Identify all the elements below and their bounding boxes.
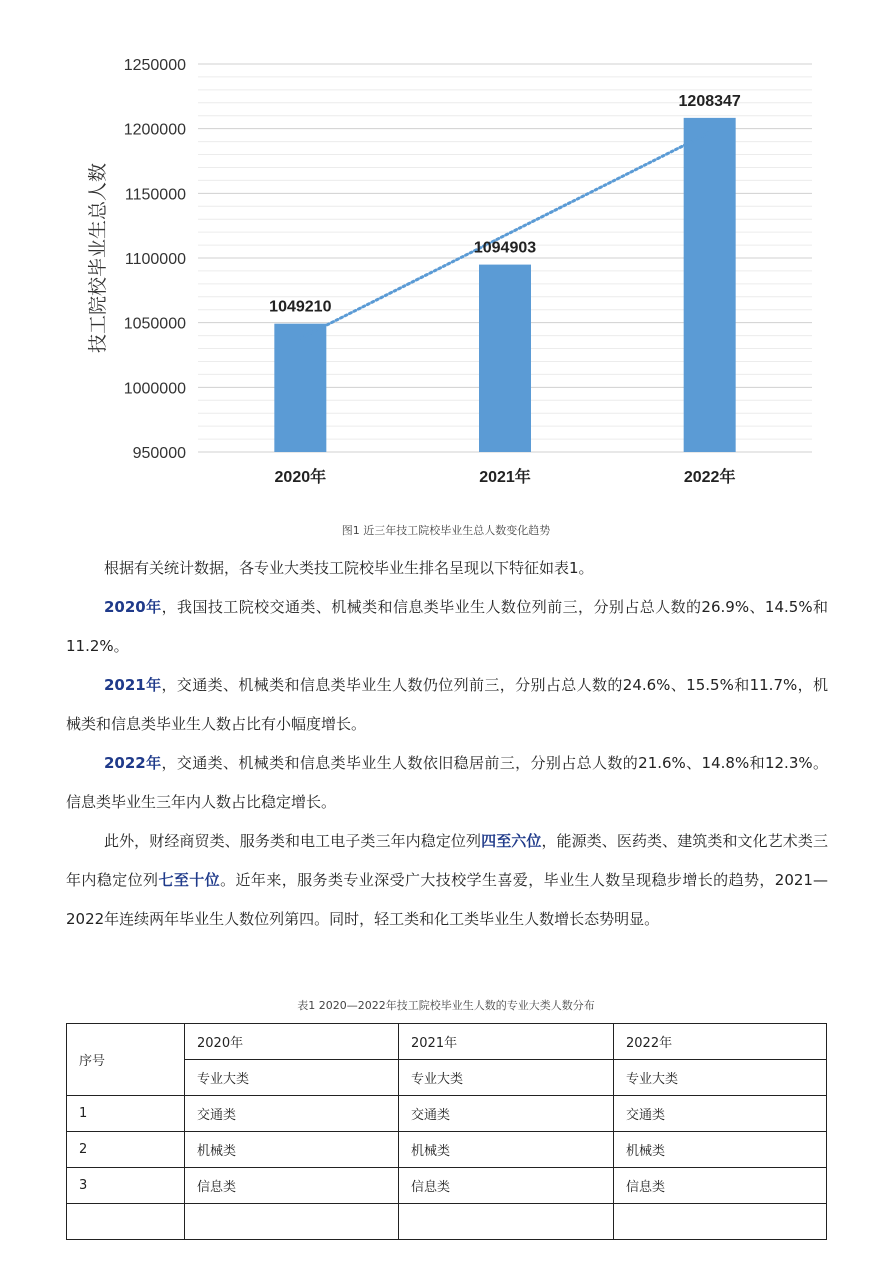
row-no: 2 bbox=[67, 1132, 185, 1168]
subheader-cell: 专业大类 bbox=[399, 1060, 614, 1096]
bar-data-label: 1094903 bbox=[473, 239, 537, 257]
table-cell-empty bbox=[614, 1204, 827, 1240]
bar-data-label: 1049210 bbox=[269, 298, 332, 316]
header-year-2020: 2020年 bbox=[185, 1024, 399, 1060]
y-tick-label: 1150000 bbox=[124, 186, 186, 204]
intro-text: 根据有关统计数据，各专业大类技工院校毕业生排名呈现以下特征如表1。 bbox=[104, 559, 594, 577]
year-2020-highlight: 2020年 bbox=[104, 598, 162, 616]
bar bbox=[479, 265, 531, 452]
paragraph-2020-text: ，我国技工院校交通类、机械类和信息类毕业生人数位列前三，分别占总人数的26.9%、14.5%和11.2%。 bbox=[66, 598, 829, 655]
rank-7-10-highlight: 七至十位 bbox=[158, 871, 221, 889]
extra-text-c: 。近年来，服务类专业深受广大技校学生喜爱，毕业生人数呈现稳步增长的趋势，2021—2022年连续两年毕业生人数位列第四。同时，轻工类和化工类毕业生人数增长态势明显。 bbox=[66, 871, 828, 928]
y-axis-ticks bbox=[124, 57, 186, 462]
table-cell: 信息类 bbox=[185, 1168, 399, 1204]
table-cell: 信息类 bbox=[614, 1168, 827, 1204]
paragraph-2022 bbox=[66, 744, 828, 822]
table-cell: 信息类 bbox=[399, 1168, 614, 1204]
subheader-cell: 专业大类 bbox=[614, 1060, 827, 1096]
y-tick-label: 1000000 bbox=[123, 380, 186, 398]
major-distribution-table bbox=[66, 1023, 827, 1240]
table-cell: 交通类 bbox=[614, 1096, 827, 1132]
paragraph-2020 bbox=[66, 588, 828, 666]
paragraph-2021 bbox=[66, 666, 828, 744]
paragraph-intro bbox=[66, 549, 828, 588]
table-header-row bbox=[67, 1024, 827, 1060]
table-caption: 表1 2020—2022年技工院校毕业生人数的专业大类人数分布 bbox=[297, 999, 595, 1012]
y-tick-label: 1250000 bbox=[123, 57, 186, 74]
table-cell-empty bbox=[399, 1204, 614, 1240]
paragraph-2022-text: ，交通类、机械类和信息类毕业生人数依旧稳居前三，分别占总人数的21.6%、14.8%和12.3%。信息类毕业生三年内人数占比稳定增长。 bbox=[66, 754, 828, 811]
row-no: 3 bbox=[67, 1168, 185, 1204]
extra-text-b: ，能源类、医药类、建筑类和文化艺术类三年内稳定位列 bbox=[66, 832, 828, 889]
figure-caption: 图1 近三年技工院校毕业生总人数变化趋势 bbox=[341, 524, 551, 537]
table-row bbox=[67, 1096, 827, 1132]
paragraph-2021-text: ，交通类、机械类和信息类毕业生人数仍位列前三，分别占总人数的24.6%、15.5%和11.7%，机械类和信息类毕业生人数占比有小幅度增长。 bbox=[66, 676, 828, 733]
row-no: 1 bbox=[67, 1096, 185, 1132]
table-cell: 交通类 bbox=[185, 1096, 399, 1132]
bar-data-label: 1208347 bbox=[678, 92, 741, 110]
table-cell: 机械类 bbox=[614, 1132, 827, 1168]
table-cell-empty bbox=[185, 1204, 399, 1240]
bar-chart bbox=[0, 0, 892, 500]
y-tick-label: 1100000 bbox=[124, 251, 186, 268]
table-row bbox=[67, 1168, 827, 1204]
x-axis-labels bbox=[275, 467, 736, 486]
bar bbox=[684, 118, 736, 452]
rank-4-6-highlight: 四至六位 bbox=[481, 832, 542, 850]
y-axis-title: 技工院校毕业生总人数 bbox=[87, 162, 109, 354]
table-cell: 机械类 bbox=[185, 1132, 399, 1168]
extra-text-a: 此外，财经商贸类、服务类和电工电子类三年内稳定位列 bbox=[104, 832, 482, 850]
paragraph-extra bbox=[66, 822, 828, 939]
year-2022-highlight: 2022年 bbox=[104, 754, 162, 772]
year-2021-highlight: 2021年 bbox=[104, 676, 162, 694]
y-tick-label: 1200000 bbox=[123, 121, 186, 139]
x-tick-label: 2020年 bbox=[274, 469, 327, 486]
table-row bbox=[67, 1132, 827, 1168]
y-tick-label: 950000 bbox=[132, 445, 186, 462]
bar bbox=[274, 324, 326, 452]
header-year-2021: 2021年 bbox=[399, 1024, 614, 1060]
header-year-2022: 2022年 bbox=[614, 1024, 827, 1060]
x-tick-label: 2021年 bbox=[479, 469, 531, 486]
table-cell: 机械类 bbox=[399, 1132, 614, 1168]
table-cell: 交通类 bbox=[399, 1096, 614, 1132]
y-tick-label: 1050000 bbox=[123, 315, 186, 333]
subheader-cell: 专业大类 bbox=[185, 1060, 399, 1096]
x-tick-label: 2022年 bbox=[683, 469, 736, 486]
chart-bars bbox=[274, 118, 735, 452]
table-row-partial bbox=[67, 1204, 827, 1240]
row-no-empty bbox=[67, 1204, 185, 1240]
header-no: 序号 bbox=[67, 1024, 185, 1096]
